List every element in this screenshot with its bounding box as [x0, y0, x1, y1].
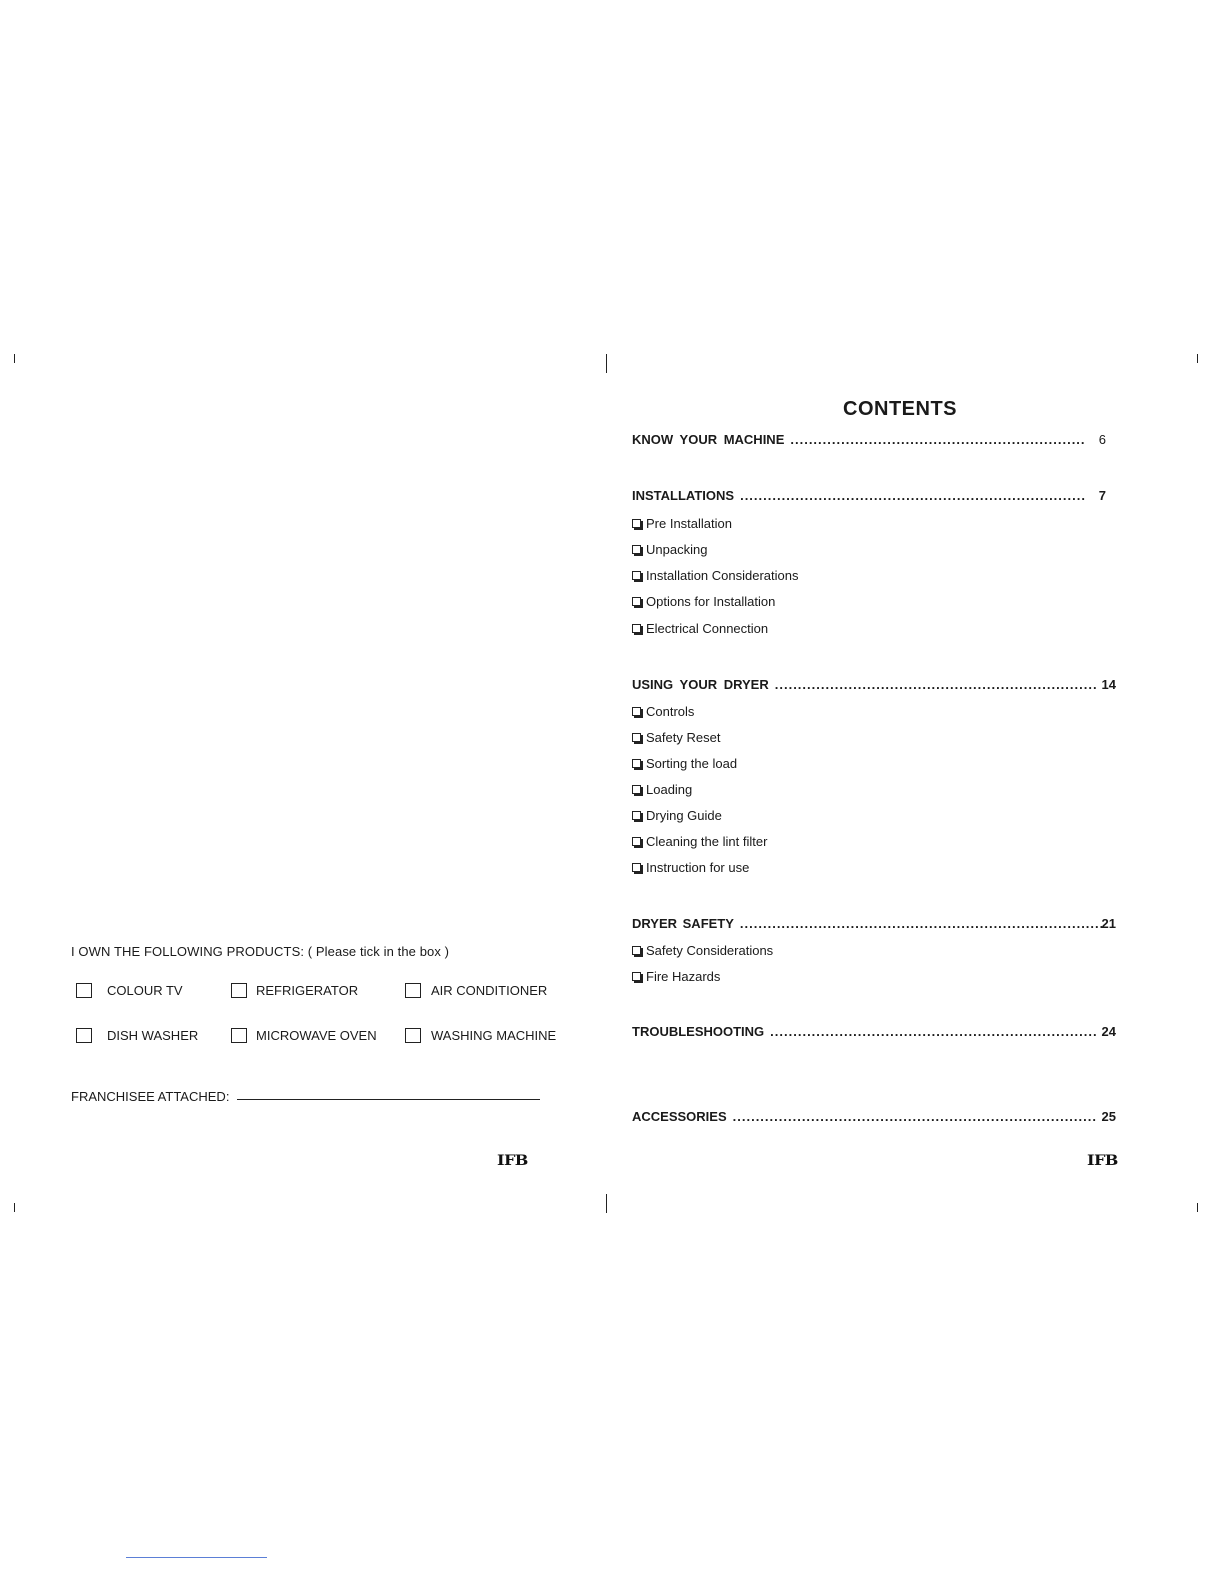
- toc-leader: [740, 488, 1086, 503]
- box-bullet-icon: [632, 545, 641, 554]
- product-colour-tv[interactable]: [76, 983, 183, 998]
- product-washing-machine[interactable]: [405, 1028, 556, 1043]
- toc-item: Cleaning the lint filter: [632, 834, 767, 849]
- box-bullet-icon: [632, 571, 641, 580]
- toc-leader: [733, 1109, 1096, 1124]
- page-divider-bottom: [606, 1194, 607, 1213]
- toc-item: Electrical Connection: [632, 621, 768, 636]
- box-bullet-icon: [632, 624, 641, 633]
- franchisee-signature-line[interactable]: [237, 1099, 540, 1101]
- product-microwave-oven[interactable]: [231, 1028, 377, 1043]
- checkbox-icon[interactable]: [231, 983, 247, 998]
- page-divider-top: [606, 354, 607, 373]
- toc-page-number: 21: [1101, 916, 1116, 931]
- box-bullet-icon: [632, 811, 641, 820]
- products-owned-heading: I OWN THE FOLLOWING PRODUCTS: ( Please tick in the box ): [71, 944, 450, 959]
- toc-section-accessories: ACCESSORIES ..... 25: [632, 1109, 1116, 1124]
- toc-item: Pre Installation: [632, 516, 732, 531]
- toc-item: Unpacking: [632, 542, 707, 557]
- toc-item: Safety Reset: [632, 730, 720, 745]
- link-underline[interactable]: [126, 1557, 267, 1558]
- toc-leader: [740, 916, 1102, 931]
- franchisee-label: FRANCHISEE ATTACHED:: [71, 1089, 230, 1104]
- checkbox-icon[interactable]: [76, 983, 92, 998]
- toc-page-number: 24: [1101, 1024, 1116, 1039]
- checkbox-icon[interactable]: [76, 1028, 92, 1043]
- box-bullet-icon: [632, 972, 641, 981]
- product-label: WASHING MACHINE: [431, 1028, 557, 1043]
- toc-section-installations: INSTALLATIONS ..... 7: [632, 488, 1106, 503]
- product-label: AIR CONDITIONER: [431, 983, 548, 998]
- box-bullet-icon: [632, 597, 641, 606]
- toc-item: Safety Considerations: [632, 943, 773, 958]
- toc-leader: [770, 1024, 1095, 1039]
- toc-item: Installation Considerations: [632, 568, 798, 583]
- toc-item: Controls: [632, 704, 694, 719]
- toc-page-number: 25: [1101, 1109, 1116, 1124]
- checkbox-icon[interactable]: [231, 1028, 247, 1043]
- ifb-logo: IFB: [1087, 1153, 1118, 1169]
- product-dish-washer[interactable]: [76, 1028, 198, 1043]
- product-label: REFRIGERATOR: [256, 983, 359, 998]
- franchisee-field: [71, 1089, 540, 1104]
- box-bullet-icon: [632, 707, 641, 716]
- toc-leader: [775, 677, 1096, 692]
- toc-section-using-your-dryer: USING YOUR DRYER ..... 14: [632, 677, 1116, 692]
- toc-item: Fire Hazards: [632, 969, 720, 984]
- toc-section-dryer-safety: DRYER SAFETY ..... 21: [632, 916, 1116, 931]
- toc-section-know-your-machine: KNOW YOUR MACHINE ..... 6: [632, 432, 1106, 447]
- box-bullet-icon: [632, 733, 641, 742]
- toc-item: Drying Guide: [632, 808, 722, 823]
- toc-item: Instruction for use: [632, 860, 749, 875]
- page-title: CONTENTS: [843, 398, 957, 420]
- box-bullet-icon: [632, 785, 641, 794]
- box-bullet-icon: [632, 519, 641, 528]
- crop-mark: [14, 354, 15, 363]
- checkbox-icon[interactable]: [405, 983, 421, 998]
- toc-item: Options for Installation: [632, 594, 775, 609]
- ifb-logo: IFB: [497, 1153, 528, 1169]
- product-label: MICROWAVE OVEN: [256, 1028, 377, 1043]
- product-air-conditioner[interactable]: [405, 983, 547, 998]
- crop-mark: [1197, 1203, 1198, 1212]
- toc-page-number: 14: [1101, 677, 1116, 692]
- toc-item: Sorting the load: [632, 756, 737, 771]
- toc-section-troubleshooting: TROUBLESHOOTING ..... 24: [632, 1024, 1116, 1039]
- product-label: DISH WASHER: [107, 1028, 199, 1043]
- toc-page-number: 6: [1098, 432, 1106, 447]
- toc-item: Loading: [632, 782, 692, 797]
- toc-leader: [790, 432, 1086, 447]
- checkbox-icon[interactable]: [405, 1028, 421, 1043]
- box-bullet-icon: [632, 759, 641, 768]
- toc-page-number: 7: [1098, 488, 1106, 503]
- product-label: COLOUR TV: [107, 983, 183, 998]
- box-bullet-icon: [632, 863, 641, 872]
- box-bullet-icon: [632, 946, 641, 955]
- box-bullet-icon: [632, 837, 641, 846]
- crop-mark: [14, 1203, 15, 1212]
- crop-mark: [1197, 354, 1198, 363]
- product-refrigerator[interactable]: [231, 983, 358, 998]
